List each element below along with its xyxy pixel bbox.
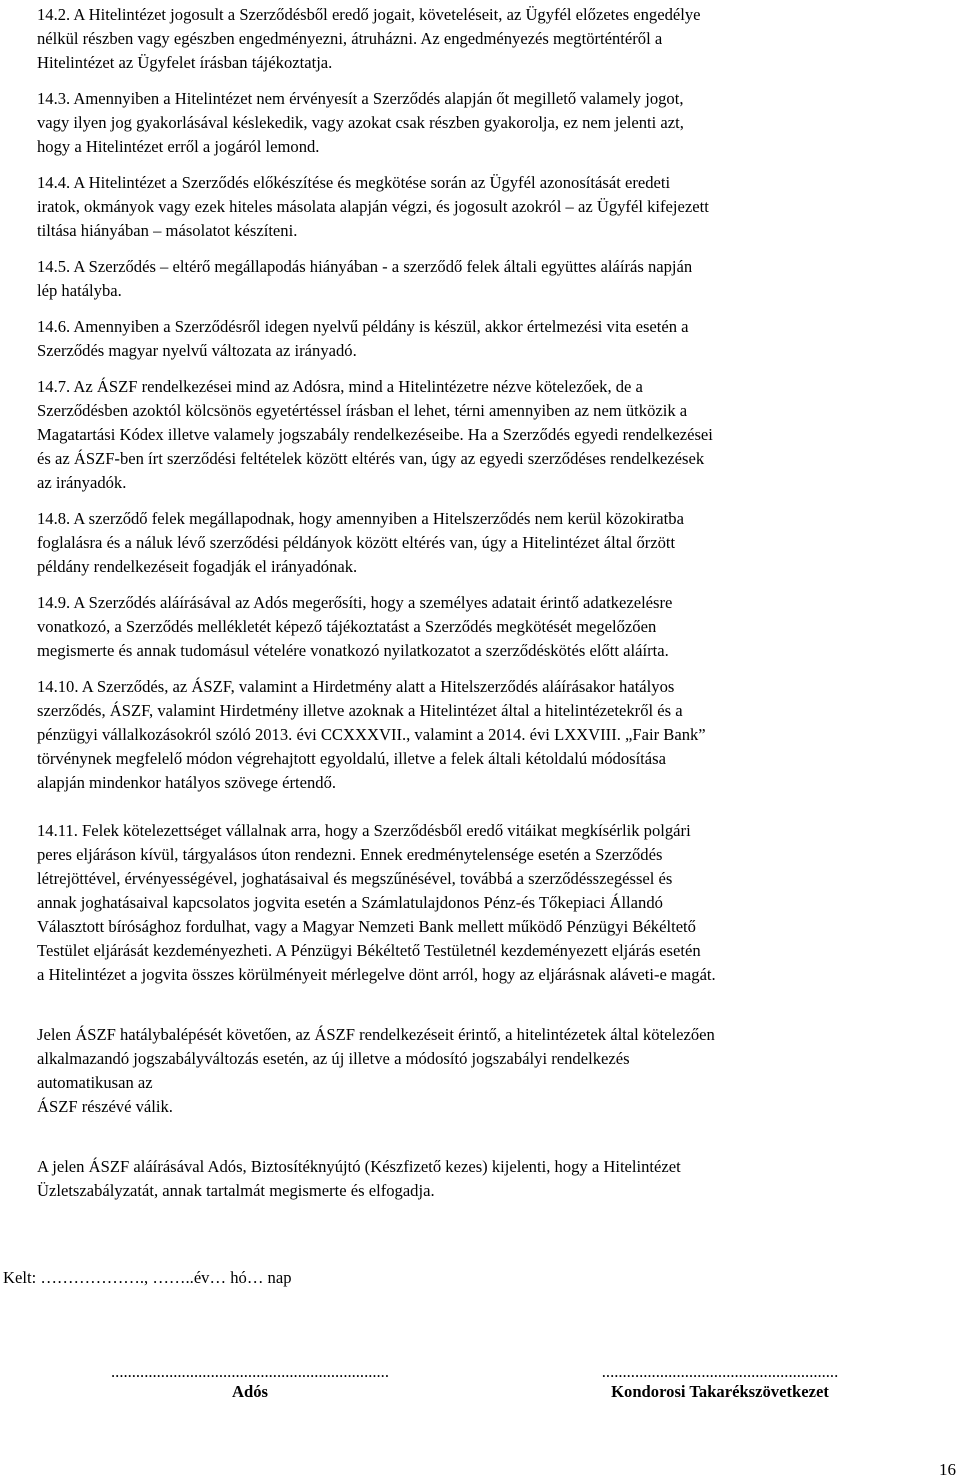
signature-name-bank: Kondorosi Takarékszövetkezet — [611, 1382, 829, 1401]
signature-name-debtor: Adós — [232, 1382, 268, 1401]
signature-bank — [555, 1362, 885, 1402]
paragraph-acceptance: A jelen ÁSZF aláírásával Adós, Biztosítéknyújtó (Készfizető kezes) kijelenti, hogy a Hitelintézet Üzletszabályzatát, annak tartalmát megismerte és elfogadja. — [37, 1157, 681, 1200]
date-line: Kelt: ………………., ……..év… hó… nap — [3, 1268, 292, 1287]
paragraph-14-11: 14.11. Felek kötelezettséget vállalnak arra, hogy a Szerződésből eredő vitáikat megkísérlik polgári peres eljáráson kívül, tárgyalásos úton rendezni. Ennek eredménytelensége esetén a Szerződés létrejöttével, érvényességével, joghatásaival és megszűnésével, továbbá a szerződésszegéssel és annak joghatásaival kapcsolatos jogvita esetén a Számlatulajdonos Pénz-és Tőkepiaci Állandó Választott bírósághoz fordulhat, vagy a Magyar Nemzeti Bank mellett működő Pénzügyi Békéltető Testület eljárását kezdeményezheti. A Pénzügyi Békéltető Testületnél kezdeményezett eljárás esetén a Hitelintézet a jogvita összes körülményeit mérlegelve dönt arról, hogy az eljárásnak aláveti-e magát. — [37, 821, 716, 984]
signature-debtor — [85, 1362, 415, 1402]
page-number: 16 — [939, 1460, 956, 1479]
signature-line: ......................................................... — [601, 1362, 839, 1381]
paragraph-14-5: 14.5. A Szerződés – eltérő megállapodás hiányában - a szerződő felek általi együttes aláírás napján lép hatályba. — [37, 257, 693, 300]
paragraph-14-8: 14.8. A szerződő felek megállapodnak, hogy amennyiben a Hitelszerződés nem kerül közokiratba foglalásra és a náluk lévő szerződési példányok között eltérés van, úgy a Hitelintézet által őrzött példány rendelkezéseit fogadják el irányadónak. — [37, 509, 684, 576]
paragraph-14-4: 14.4. A Hitelintézet a Szerződés előkészítése és megkötése során az Ügyfél azonosítását eredeti iratok, okmányok vagy ezek hiteles másolata alapján végzi, és jogosult azokról – az Ügyfél kifejezett tiltása hiányában – másolatot készíteni. — [37, 173, 709, 240]
document-body — [37, 3, 917, 1215]
paragraph-14-7: 14.7. Az ÁSZF rendelkezései mind az Adósra, mind a Hitelintézetre nézve kötelezőek, de a Szerződésben azoktól kölcsönös egyetértéssel írásban el lehet, térni amennyiben az nem ütközik a Magatartási Kódex illetve valamely jogszabály rendelkezéseibe. Ha a Szerződés egyedi rendelkezései és az ÁSZF-ben írt szerződési feltételek között eltérés van, úgy az egyedi szerződéses rendelkezések az irányadók. — [37, 377, 713, 492]
paragraph-14-3: 14.3. Amennyiben a Hitelintézet nem érvényesít a Szerződés alapján őt megillető valamely jogot, vagy ilyen jog gyakorlásával késlekedik, vagy azokat csak részben gyakorolja, ez nem jelenti azt, hogy a Hitelintézet erről a jogáról lemond. — [37, 89, 684, 156]
paragraph-14-2: 14.2. A Hitelintézet jogosult a Szerződésből eredő jogait, követeléseit, az Ügyfél előzetes engedélye nélkül részben vagy egészben engedményezni, átruházni. Az engedményezés megtörténtéről a Hitelintézet az Ügyfelet írásban tájékoztatja. — [37, 5, 701, 72]
paragraph-14-9: 14.9. A Szerződés aláírásával az Adós megerősíti, hogy a személyes adatait érintő adatkezelésre vonatkozó, a Szerződés mellékletét képező tájékoztatást a Szerződés megkötését megelőzően megismerte és annak tudomásul vételére vonatkozó nyilatkozatot a szerződéskötés előtt aláírta. — [37, 593, 673, 660]
paragraph-14-6: 14.6. Amennyiben a Szerződésről idegen nyelvű példány is készül, akkor értelmezési vita esetén a Szerződés magyar nyelvű változata az irányadó. — [37, 317, 689, 360]
paragraph-aszf-changes: Jelen ÁSZF hatálybalépését követően, az ÁSZF rendelkezéseit érintő, a hitelintézetek által kötelezően alkalmazandó jogszabályváltozás esetén, az új illetve a módosító jogszabályi rendelkezés automatikusan az ÁSZF részévé válik. — [37, 1025, 715, 1116]
signature-line: ................................................................... — [111, 1362, 389, 1381]
paragraph-14-10: 14.10. A Szerződés, az ÁSZF, valamint a Hirdetmény alatt a Hitelszerződés aláírásakor hatályos szerződés, ÁSZF, valamint Hirdetmény illetve azoknak a Hitelintézet által a hitelintézetekről és a pénzügyi vállalkozásokról szóló 2013. évi CCXXXVII., valamint a 2014. évi LXXVIII. „Fair Bank” törvénynek megfelelő módon végrehajtott egyoldalú, illetve a felek általi kétoldalú módosítása alapján mindenkor hatályos szövege értendő. — [37, 677, 706, 792]
